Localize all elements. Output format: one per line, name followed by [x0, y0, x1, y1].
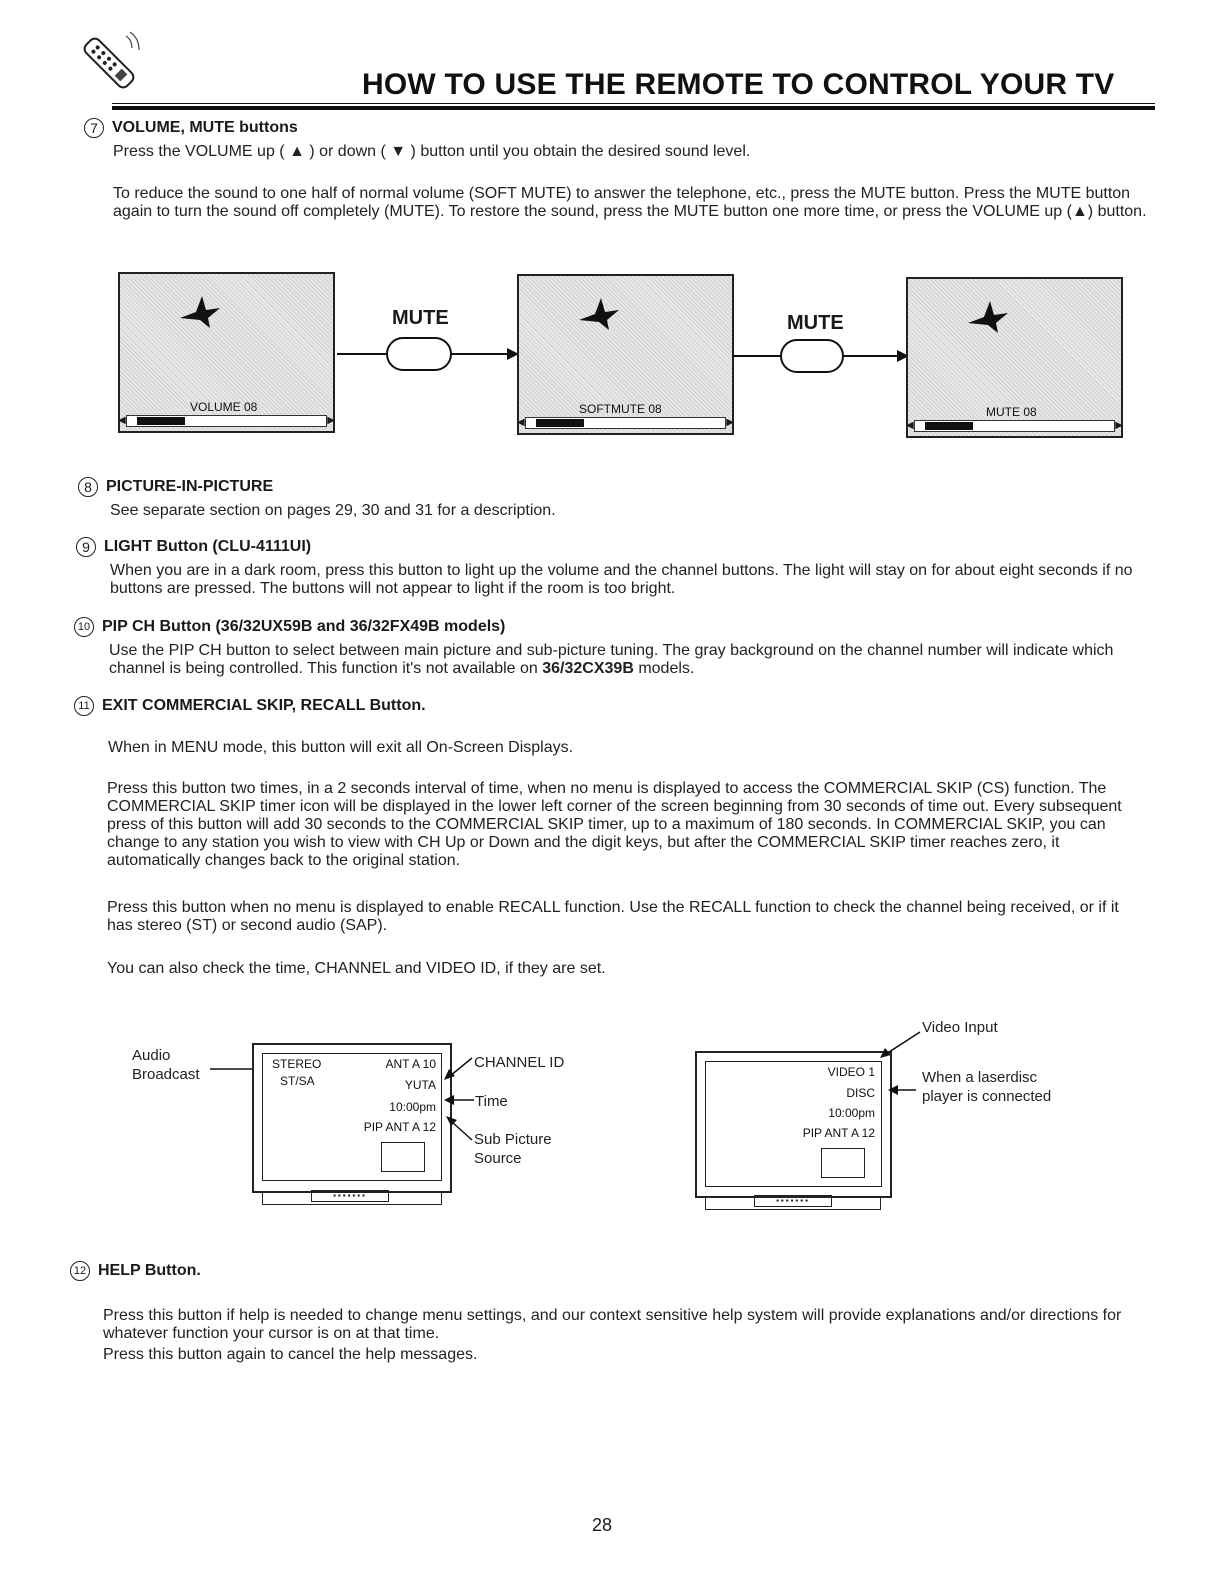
annotation-laserdisc: [922, 1068, 1051, 1106]
bird-icon: [176, 290, 226, 335]
annotation-sub-line-1: Sub Picture: [474, 1131, 552, 1148]
section-11-paragraph-2: Press this button two times, in a 2 seconds interval of time, when no menu is displayed to access the COMMERCIAL SKIP (CS) function. The COMMERCIAL SKIP timer icon will be displayed in the lower left corner of the screen beginning from 30 seconds of time out. Every subsequent press of this button will add 30 seconds to the COMMERCIAL SKIP timer, up to a maximum of 180 seconds. In COMMERCIAL SKIP, you can change to any station you wish to view with CH Up or Down and the digit keys, but after the COMMERCIAL SKIP timer reaches zero, it automatically changes back to the original station.: [107, 780, 1122, 869]
mute-arrow-1-icon: [337, 334, 519, 379]
osd-pip: PIP ANT A 12: [802, 1126, 875, 1140]
section-12-paragraph-2: Press this button again to cancel the help messages.: [103, 1346, 478, 1363]
section-title: HELP Button.: [98, 1262, 201, 1279]
annotation-channel-id: CHANNEL ID: [474, 1054, 565, 1071]
bird-icon: [575, 292, 625, 337]
section-number: 8: [78, 477, 98, 497]
tv-screen-softmute: [517, 274, 734, 435]
osd-time: 10:00pm: [828, 1106, 875, 1120]
annotation-laser-line-1: When a laserdisc: [922, 1069, 1038, 1086]
section-10-paragraph-1: [109, 642, 1149, 678]
section-10-heading: [74, 617, 505, 637]
tv-screen-volume: [118, 272, 335, 433]
pip-window: [381, 1142, 425, 1172]
bar-right-arrow-icon: ▶: [726, 417, 734, 428]
volume-bar: [906, 420, 1123, 432]
recall-tv-right-screen: [705, 1061, 882, 1187]
annotation-audio-line-2: Broadcast: [132, 1066, 200, 1083]
page-title: HOW TO USE THE REMOTE TO CONTROL YOUR TV: [362, 68, 1115, 101]
remote-icon: [76, 30, 142, 96]
annotation-audio-broadcast: [132, 1046, 200, 1084]
volume-bar: [517, 417, 734, 429]
section-title: VOLUME, MUTE buttons: [112, 119, 298, 136]
annotation-audio-line-1: Audio: [132, 1047, 171, 1064]
section-10-text-b: models.: [633, 660, 695, 677]
annotation-sub-line-2: Source: [474, 1150, 522, 1167]
pip-window: [821, 1148, 865, 1178]
model-name: 36/32CX39B: [542, 660, 634, 677]
osd-video-id: DISC: [846, 1086, 875, 1100]
mute-label-1: MUTE: [392, 307, 449, 329]
section-8-heading: [78, 477, 273, 497]
bar-left-arrow-icon: ◀: [118, 415, 126, 426]
section-9-heading: [76, 537, 311, 557]
section-9-paragraph-1: When you are in a dark room, press this button to light up the volume and the channel buttons. The light will stay on for about eight seconds if no buttons are pressed. The buttons will not appear to light if the room is too bright.: [110, 562, 1133, 597]
page-number: 28: [592, 1515, 613, 1535]
annotation-time: Time: [475, 1093, 508, 1110]
title-rule: [112, 106, 1155, 110]
section-11-paragraph-4: You can also check the time, CHANNEL and VIDEO ID, if they are set.: [107, 960, 606, 977]
volume-bar-fill: [137, 417, 185, 425]
stand-panel: ▪▪▪▪▪▪▪: [754, 1195, 832, 1207]
volume-bar-fill: [925, 422, 973, 430]
section-11-heading: [74, 696, 426, 716]
section-7-heading: [84, 118, 298, 138]
section-number: 7: [84, 118, 104, 138]
section-title: LIGHT Button (CLU-4111UI): [104, 538, 312, 555]
mute-label-2: MUTE: [787, 312, 844, 334]
section-7-paragraph-2: To reduce the sound to one half of normal volume (SOFT MUTE) to answer the telephone, etc., press the MUTE button. Press the MUTE button again to turn the sound off completely (MUTE). To restore the sound, press the MUTE button one more time, or press the VOLUME up (▲) button.: [113, 185, 1147, 220]
section-11-paragraph-3: Press this button when no menu is displayed to enable RECALL function. Use the RECALL function to check the channel being received, or if it has stereo (ST) or second audio (SAP).: [107, 899, 1119, 934]
recall-tv-right-stand: [705, 1196, 881, 1210]
section-number: 10: [74, 617, 94, 637]
osd-time: 10:00pm: [389, 1100, 436, 1114]
section-number: 11: [74, 696, 94, 716]
annotation-video-input: Video Input: [922, 1019, 998, 1036]
bar-left-arrow-icon: ◀: [517, 417, 525, 428]
section-number: 12: [70, 1261, 90, 1281]
section-11-paragraph-1: When in MENU mode, this button will exit all On-Screen Displays.: [108, 739, 574, 756]
recall-tv-left-stand: [262, 1191, 442, 1205]
osd-channel: ANT A 10: [385, 1057, 436, 1071]
recall-tv-right: [695, 1051, 892, 1198]
bar-right-arrow-icon: ▶: [327, 415, 335, 426]
bar-right-arrow-icon: ▶: [1115, 420, 1123, 431]
recall-right-arrows-icon: [872, 1030, 924, 1105]
mute-arrow-2-icon: [733, 336, 909, 381]
osd-mute-label: MUTE 08: [986, 405, 1037, 419]
bar-left-arrow-icon: ◀: [906, 420, 914, 431]
osd-video-input: VIDEO 1: [827, 1065, 875, 1079]
osd-channel-id: YUTA: [404, 1078, 436, 1092]
recall-tv-left: [252, 1043, 452, 1193]
title-rule-thin: [112, 103, 1155, 104]
osd-pip: PIP ANT A 12: [363, 1120, 436, 1134]
recall-tv-left-screen: [262, 1053, 442, 1181]
annotation-sub-picture: [474, 1130, 552, 1168]
section-12-paragraph-1: Press this button if help is needed to change menu settings, and our context sensitive help system will provide explanations and/or directions for whatever function your cursor is on at that time.: [103, 1307, 1122, 1342]
stand-panel: ▪▪▪▪▪▪▪: [311, 1190, 389, 1202]
section-number: 9: [76, 537, 96, 557]
section-title: EXIT COMMERCIAL SKIP, RECALL Button.: [102, 697, 426, 714]
section-12-heading: [70, 1261, 201, 1281]
volume-bar-fill: [536, 419, 584, 427]
volume-bar: [118, 415, 335, 427]
section-8-paragraph-1: See separate section on pages 29, 30 and 31 for a description.: [110, 502, 556, 519]
section-title: PICTURE-IN-PICTURE: [106, 478, 274, 495]
annotation-laser-line-2: player is connected: [922, 1088, 1052, 1105]
tv-screen-mute: [906, 277, 1123, 438]
osd-stsa: ST/SA: [280, 1074, 315, 1088]
section-10-text-a: Use the PIP CH button to select between main picture and sub-picture tuning. The gray background on the channel number will indicate which channel is being controlled. This function it's not available on: [109, 642, 1114, 677]
bird-icon: [964, 295, 1014, 340]
osd-stereo: STEREO: [272, 1057, 322, 1071]
section-title: PIP CH Button (36/32UX59B and 36/32FX49B models): [102, 618, 506, 635]
osd-volume-label: VOLUME 08: [190, 400, 258, 414]
section-7-paragraph-1: Press the VOLUME up ( ▲ ) or down ( ▼ ) button until you obtain the desired sound level.: [113, 143, 751, 160]
osd-softmute-label: SOFTMUTE 08: [579, 402, 662, 416]
